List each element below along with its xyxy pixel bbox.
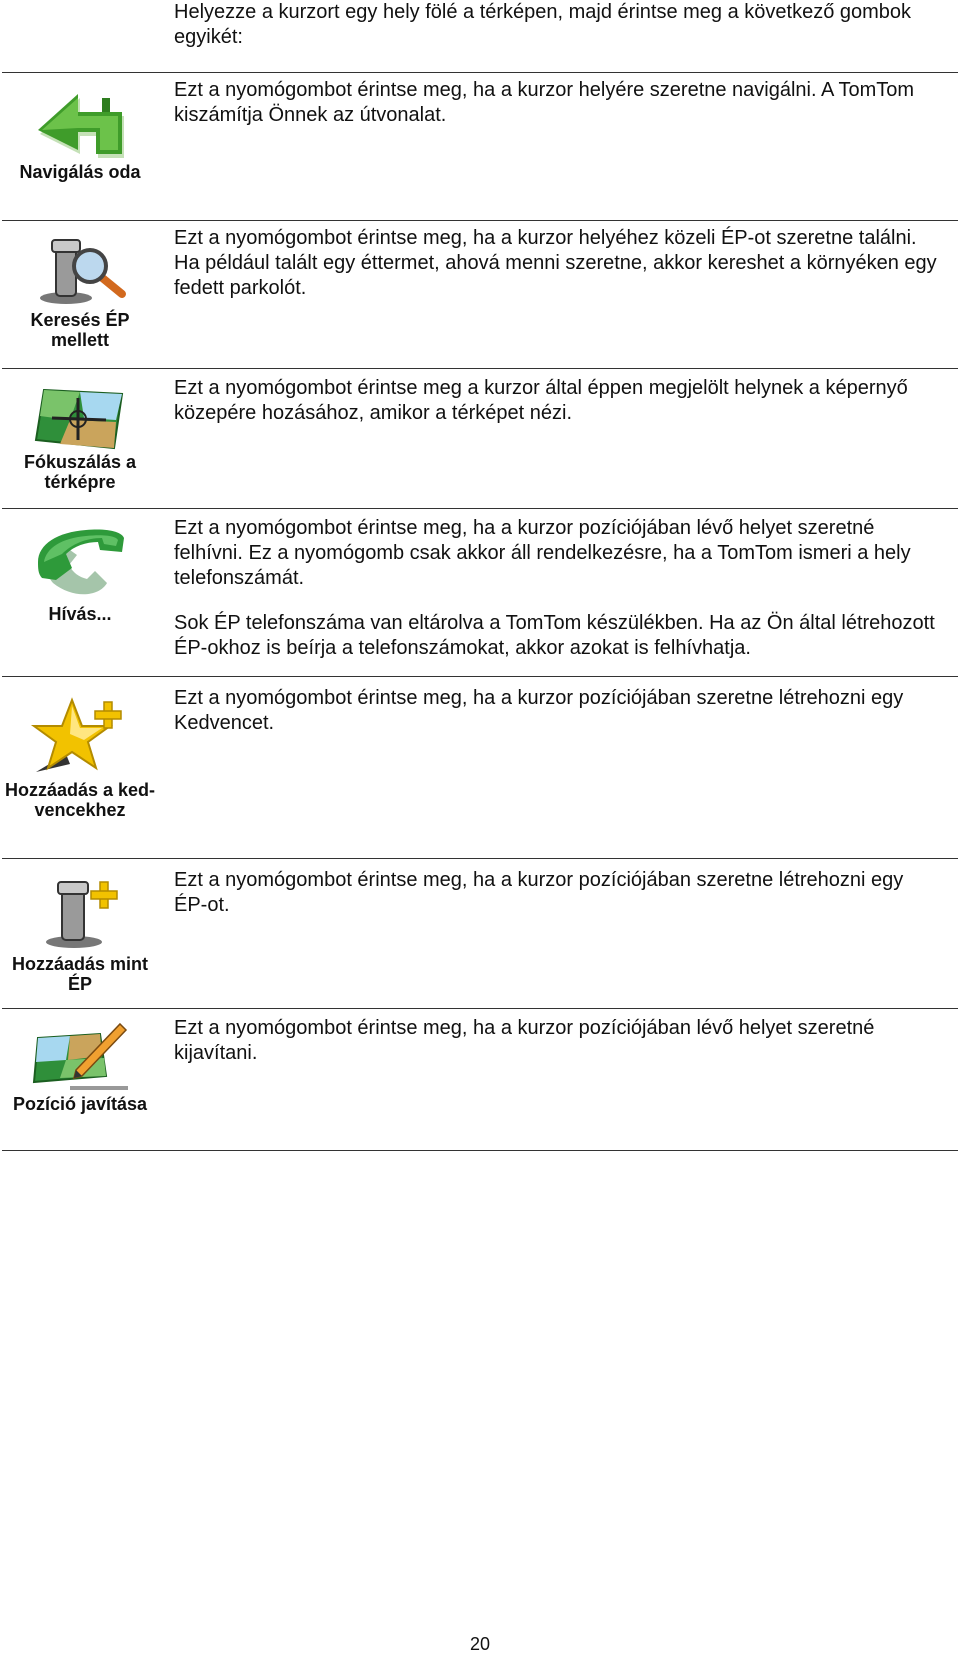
divider [2, 1008, 958, 1009]
desc-add-poi [174, 868, 940, 918]
row-add-poi [0, 860, 960, 1008]
divider [2, 676, 958, 677]
label-navigate: Navigálás oda [19, 162, 141, 182]
page-number: 20 [469, 1634, 491, 1654]
row-correct-location [0, 1010, 960, 1150]
desc-paragraph: Ezt a nyomógombot érintse meg, ha a kurzor pozíciójában szeretne létrehozni egy ÉP-ot. [174, 869, 904, 916]
divider [2, 1150, 958, 1151]
label-correct-location: Pozíció javítása [12, 1094, 148, 1114]
divider [2, 858, 958, 859]
star-plus-icon [30, 694, 130, 776]
divider [2, 508, 958, 509]
label-add-poi: Hozzáadás mint ÉP [11, 954, 149, 994]
intro-text: Helyezze a kurzort egy hely fölé a térképen, majd érintse meg a következő gombok egyikét: [174, 1, 912, 48]
desc-call [174, 516, 940, 661]
row-add-favourite [0, 678, 960, 858]
divider [2, 220, 958, 221]
desc-paragraph: Ezt a nyomógombot érintse meg, ha a kurzor pozíciójában lévő helyet szeretné felhívni. Ez a nyomógomb csak akkor áll rendelkezésre, ha a TomTom ismeri a hely telefonszámát. [174, 517, 911, 589]
row-call [0, 510, 960, 676]
divider [2, 72, 958, 73]
label-poi-search: Keresés ÉP mellett [30, 310, 130, 350]
desc-correct-location [174, 1016, 940, 1066]
navigate-arrow-icon [30, 86, 130, 162]
desc-poi-search [174, 226, 940, 301]
map-pencil-icon [30, 1020, 130, 1096]
desc-focus-map [174, 376, 940, 426]
desc-paragraph: Ezt a nyomógombot érintse meg, ha a kurzor helyéhez közeli ÉP-ot szeretne találni. Ha például talált egy éttermet, ahová menni szeretne, akkor kereshet a környéken egy fedett parkolót. [174, 227, 937, 299]
map-crosshair-icon [30, 380, 130, 456]
label-focus-map: Fókuszálás a térképre [23, 452, 137, 492]
label-call: Hívás... [48, 604, 112, 624]
row-poi-search [0, 222, 960, 368]
label-add-favourite: Hozzáadás a ked- vencekhez [4, 780, 156, 820]
desc-paragraph: Ezt a nyomógombot érintse meg a kurzor által éppen megjelölt helynek a képernyő közepére hozásához, amikor a térképet nézi. [174, 377, 908, 424]
desc-paragraph: Ezt a nyomógombot érintse meg, ha a kurzor pozíciójában lévő helyet szeretné kijavítani. [174, 1017, 875, 1064]
desc-paragraph: Sok ÉP telefonszáma van eltárolva a TomTom készülékben. Ha az Ön által létrehozott ÉP-okhoz is beírja a telefonszámokat, akkor azokat is felhívhatja. [174, 612, 935, 659]
phone-icon [30, 522, 130, 598]
row-focus-map [0, 370, 960, 508]
desc-add-favourite [174, 686, 940, 736]
desc-paragraph: Ezt a nyomógombot érintse meg, ha a kurzor helyére szeretne navigálni. A TomTom kiszámítja Önnek az útvonalat. [174, 79, 915, 126]
poi-search-icon [30, 232, 130, 308]
desc-paragraph: Ezt a nyomógombot érintse meg, ha a kurzor pozíciójában szeretne létrehozni egy Kedvencet. [174, 687, 904, 734]
desc-navigate [174, 78, 940, 128]
poi-plus-icon [30, 874, 130, 950]
divider [2, 368, 958, 369]
row-navigate [0, 74, 960, 220]
